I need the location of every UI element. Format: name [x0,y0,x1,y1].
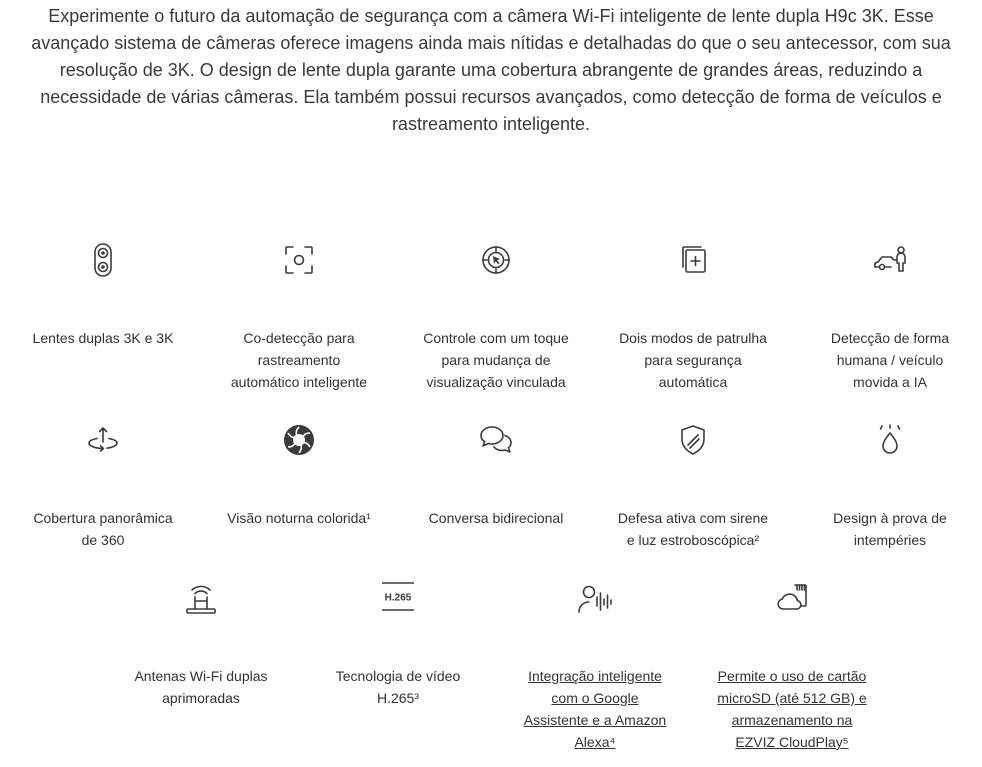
feature-label: Dois modos de patrulha [619,330,767,346]
feature-co-detection [214,243,384,393]
feature-label: Co-detecção para [243,330,355,346]
feature-label: Controle com um toque [423,330,569,346]
intro-line: resolução de 3K. O design de lente dupla garante uma cobertura abrangente de grandes áreas, reduzindo a [59,60,923,80]
assistant-integration-link[interactable]: Assistente e a Amazon [523,712,667,728]
feature-active-defense [608,423,778,551]
dual-lens-icon [86,243,120,277]
feature-label: para segurança [644,352,742,368]
feature-label: Tecnologia de vídeo [335,668,461,684]
feature-label: Conversa bidirecional [428,510,564,526]
feature-dual-lens [18,243,188,349]
car-person-icon [873,243,907,277]
feature-color-night-vision [214,423,384,529]
feature-label: Design à prova de [833,510,947,526]
storage-info-link[interactable]: microSD (até 512 GB) e [717,690,867,706]
feature-label: visualização vinculada [426,374,566,390]
feature-h265 [313,581,483,709]
feature-label: H.265³ [376,690,420,706]
intro-line: Experimente o futuro da automação de segurança com a câmera Wi-Fi inteligente de lente dupla H9c 3K. Esse [48,6,934,26]
target-tap-icon [479,243,513,277]
assistant-integration-link[interactable]: Alexa⁴ [574,734,616,750]
feature-label: automática [658,374,728,390]
intro-paragraph [20,3,962,138]
feature-label: de 360 [81,532,125,548]
water-drop-icon [873,423,907,457]
assistant-integration-link[interactable]: Integração inteligente [528,668,662,684]
feature-label: Defesa ativa com sirene [617,510,769,526]
feature-panorama [18,423,188,551]
focus-frame-icon [282,243,316,277]
patrol-plus-icon [676,243,710,277]
feature-weatherproof [805,423,975,551]
intro-line: necessidade de várias câmeras. Ela também possui recursos avançados, como detecção de forma de veículos e [40,87,942,107]
intro-line: rastreamento inteligente. [391,114,591,134]
chat-bubbles-icon [479,423,513,457]
feature-label: aprimoradas [162,690,240,706]
h265-icon-text: H.265 [384,592,412,604]
feature-label: rastreamento [257,352,341,368]
night-vision-aperture-icon [282,423,316,457]
sd-cloud-icon [775,581,809,615]
feature-storage [707,581,877,753]
feature-patrol-modes [608,243,778,393]
feature-two-way-talk [411,423,581,529]
feature-label: Visão noturna colorida¹ [227,510,371,526]
storage-info-link[interactable]: armazenamento na [731,712,853,728]
feature-label: humana / veículo [836,352,944,368]
assistant-integration-link[interactable]: com o Google [551,690,639,706]
feature-dual-wifi-antennas [116,581,286,709]
feature-smart-assistant [510,581,680,753]
storage-info-link[interactable]: EZVIZ CloudPlay⁵ [735,734,849,750]
h265-icon [381,581,415,615]
feature-one-touch-control [411,243,581,393]
feature-ai-detection [805,243,975,393]
feature-label: movida a IA [853,374,927,390]
feature-label: para mudança de [441,352,551,368]
feature-label: Antenas Wi-Fi duplas [134,668,268,684]
feature-label: automático inteligente [230,374,368,390]
voice-assistant-icon [578,581,612,615]
storage-info-link[interactable]: Permite o uso de cartão [717,668,867,684]
panorama-360-icon [86,423,120,457]
feature-label: e luz estroboscópica² [626,532,760,548]
feature-label: Cobertura panorâmica [33,510,173,526]
shield-icon [676,423,710,457]
wifi-antenna-icon [184,581,218,615]
feature-label: Detecção de forma [830,330,950,346]
feature-label: intempéries [853,532,927,548]
intro-line: avançado sistema de câmeras oferece imagens ainda mais nítidas e detalhadas do que o seu antecessor, com sua [31,33,951,53]
feature-label: Lentes duplas 3K e 3K [32,330,174,346]
